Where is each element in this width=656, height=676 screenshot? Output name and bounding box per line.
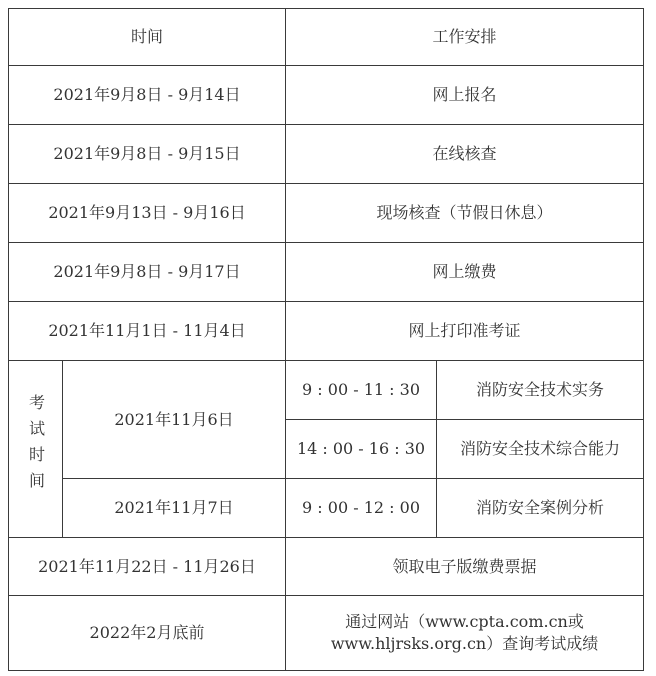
table-row	[9, 243, 644, 302]
row-time: 2021年9月8日 - 9月14日	[9, 66, 286, 125]
exam-date-day2: 2021年11月7日	[63, 479, 286, 538]
row-task: 现场核查（节假日休息）	[286, 184, 644, 243]
results-time: 2022年2月底前	[9, 596, 286, 671]
row-time: 2021年9月13日 - 9月16日	[9, 184, 286, 243]
session-time: 14 : 00 - 16 : 30	[286, 420, 437, 479]
exam-time-label-text: 考试时间	[26, 394, 46, 498]
row-task: 在线核查	[286, 125, 644, 184]
table-row	[9, 184, 644, 243]
invoice-time: 2021年11月22日 - 11月26日	[9, 538, 286, 596]
table-row	[9, 302, 644, 361]
session-time: 9 : 00 - 11 : 30	[286, 361, 437, 420]
session-subject: 消防安全技术综合能力	[437, 420, 644, 479]
row-task: 网上打印准考证	[286, 302, 644, 361]
results-task	[286, 596, 644, 671]
exam-session-row	[9, 479, 644, 538]
table-row	[9, 66, 644, 125]
table-row	[9, 125, 644, 184]
results-task-line1: 通过网站（www.cpta.com.cn或	[345, 612, 584, 631]
table-header-row	[9, 9, 644, 66]
header-arrangement: 工作安排	[286, 9, 644, 66]
row-time: 2021年9月8日 - 9月17日	[9, 243, 286, 302]
session-subject: 消防安全技术实务	[437, 361, 644, 420]
exam-time-label	[9, 361, 63, 538]
row-task: 网上报名	[286, 66, 644, 125]
row-time: 2021年11月1日 - 11月4日	[9, 302, 286, 361]
table-row	[9, 538, 644, 596]
row-time: 2021年9月8日 - 9月15日	[9, 125, 286, 184]
invoice-task: 领取电子版缴费票据	[286, 538, 644, 596]
row-task: 网上缴费	[286, 243, 644, 302]
exam-schedule-table	[8, 8, 644, 671]
header-time: 时间	[9, 9, 286, 66]
table-row	[9, 596, 644, 671]
session-subject: 消防安全案例分析	[437, 479, 644, 538]
exam-date-day1: 2021年11月6日	[63, 361, 286, 479]
results-task-line2: www.hljrsks.org.cn）查询考试成绩	[330, 634, 599, 653]
exam-session-row	[9, 361, 644, 420]
session-time: 9 : 00 - 12 : 00	[286, 479, 437, 538]
